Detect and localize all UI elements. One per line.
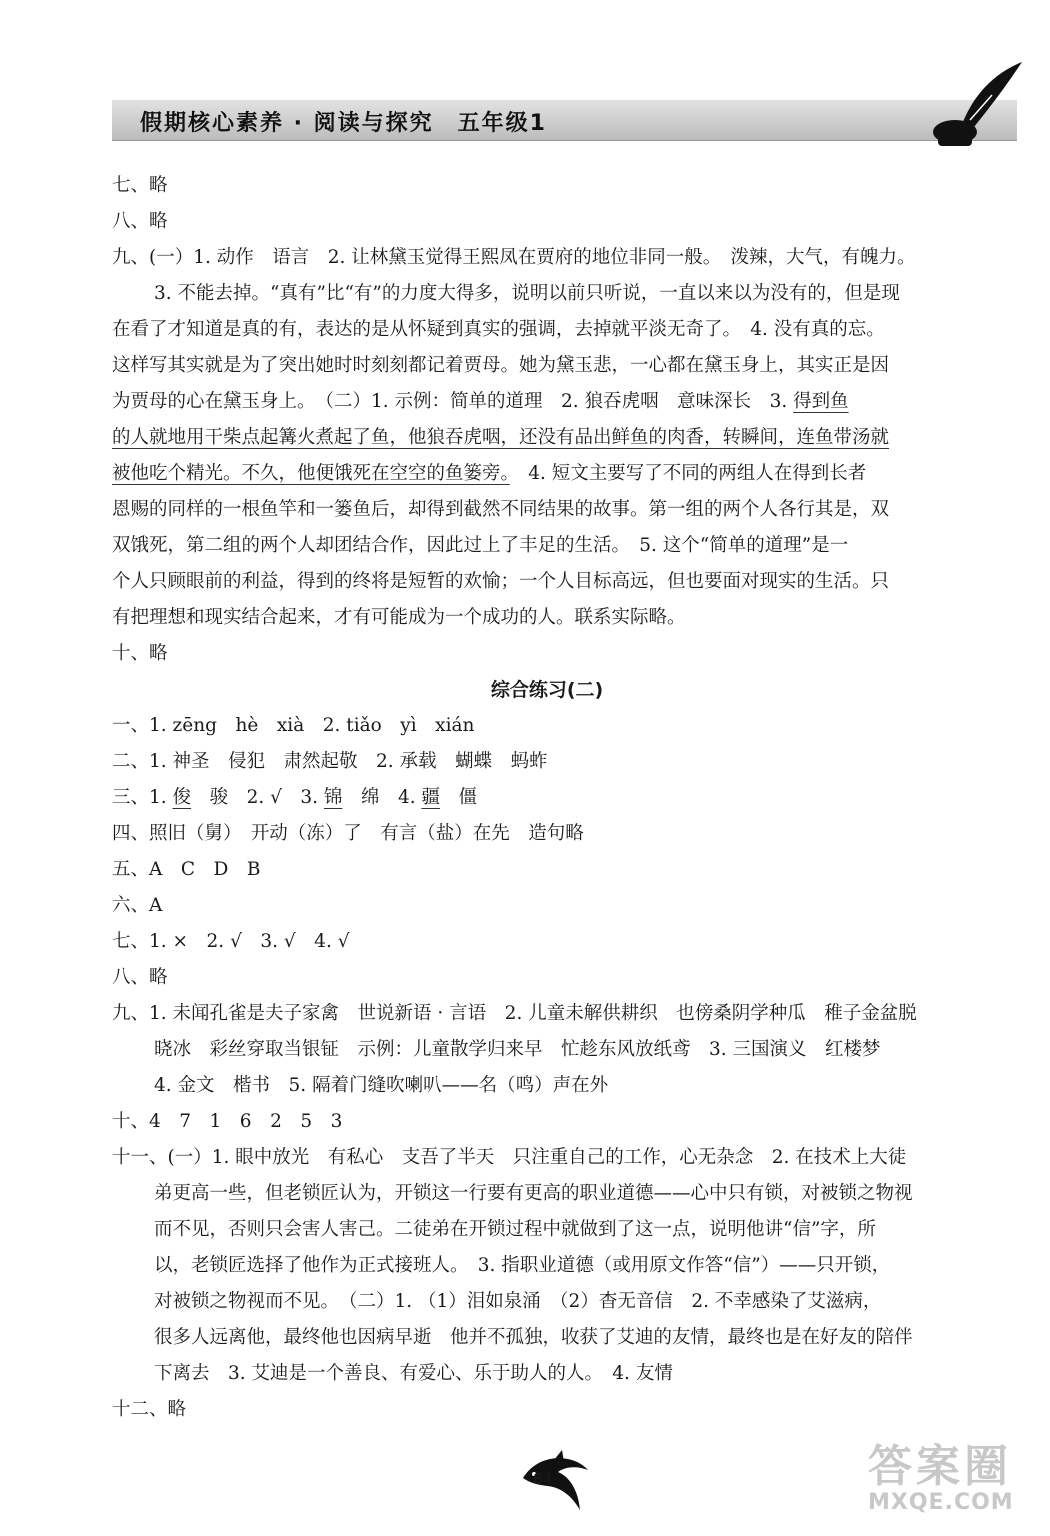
practice-line-1: 一、1. zēng hè xià 2. tiǎo yì xián [112, 715, 475, 736]
practice-line-11-cont-4: 对被锁之物视而不见。 （二）1. （1）泪如泉涌 （2）杳无音信 2. 不幸感染了艾滋病， [154, 1291, 882, 1312]
practice-line-6: 六、A [112, 895, 163, 916]
page-number: 84 [533, 1470, 553, 1488]
answer-page [112, 168, 982, 1428]
underlined-text: 得到鱼 [793, 391, 849, 412]
practice-line-8: 八、略 [112, 967, 168, 988]
underlined-text: 的人就地用干柴点起篝火煮起了鱼，他狼吞虎咽，还没有品出鲜鱼的肉香，转瞬间，连鱼带汤就 [112, 427, 890, 448]
header-title: 假期核心素养 · 阅读与探究 五年级1 [140, 111, 547, 136]
answer-line-9-cont-10: 有把理想和现实结合起来，才有可能成为一个成功的人。联系实际略。 [112, 607, 686, 628]
practice-line-11-cont-2: 而不见，否则只会害人害己。二徒弟在开锁过程中就做到了这一点，说明他讲“信”字，所 [154, 1219, 876, 1240]
practice-line-3 [112, 780, 982, 816]
practice-line-2: 二、1. 神圣 侵犯 肃然起敬 2. 承载 蝴蝶 蚂蚱 [112, 751, 548, 772]
answer-line-9-cont-7: 恩赐的同样的一根鱼竿和一篓鱼后，却得到截然不同结果的故事。第一组的两个人各行其是，双 [112, 499, 890, 520]
text-segment: 为贾母的心在黛玉身上。 （二）1. 示例：简单的道理 2. 狼吞虎咽 意味深长 3. [112, 391, 794, 412]
dolphin-icon [518, 1448, 598, 1518]
practice-line-11-cont-1: 弟更高一些，但老锁匠认为，开锁这一行要有更高的职业道德——心中只有锁，对被锁之物视 [154, 1183, 913, 1204]
underlined-char: 疆 [421, 787, 440, 808]
answer-line-9-cont-8: 双饿死，第二组的两个人却团结合作，因此过上了丰足的生活。 5. 这个“简单的道理”是一 [112, 535, 849, 556]
quill-ink-icon [930, 60, 1025, 150]
text-segment: 骏 2. √ 3. [191, 787, 324, 808]
practice-line-11-cont-5: 很多人远离他，最终他也因病早逝 他并不孤独，收获了艾迪的友情，最终也是在好友的陪伴 [154, 1327, 913, 1348]
answer-line-9-cont-5 [112, 420, 982, 456]
watermark-logo [868, 1430, 1038, 1530]
answer-line-9-cont-3: 这样写其实就是为了突出她时时刻刻都记着贾母。她为黛玉悲，一心都在黛玉身上，其实正是因 [112, 355, 890, 376]
answer-line-10: 十、略 [112, 643, 168, 664]
section-title: 综合练习(二) [490, 679, 604, 701]
underlined-text: 被他吃个精光。不久，他便饿死在空空的鱼篓旁。 [112, 463, 510, 484]
practice-line-11: 十一、(一）1. 眼中放光 有私心 支吾了半天 只注重自己的工作，心无杂念 2. 在技术上大徒 [112, 1147, 907, 1168]
practice-line-9-cont-1: 晓冰 彩丝穿取当银钲 示例：儿童散学归来早 忙趁东风放纸鸢 3. 三国演义 红楼梦 [154, 1039, 881, 1060]
practice-line-9-cont-2: 4. 金文 楷书 5. 隔着门缝吹喇叭——名（鸣）声在外 [154, 1075, 609, 1096]
practice-line-9: 九、1. 未闻孔雀是夫子家禽 世说新语 · 言语 2. 儿童未解供耕织 也傍桑阴学种瓜 稚子金盆脱 [112, 1003, 917, 1024]
text-segment: 僵 [440, 787, 478, 808]
underlined-char: 俊 [172, 787, 192, 808]
practice-line-4: 四、照旧（舅） 开动（冻）了 有言（盐）在先 造句略 [112, 823, 584, 844]
answer-line-9-cont-9: 个人只顾眼前的利益，得到的终将是短暂的欢愉；一个人目标高远，但也要面对现实的生活。只 [112, 571, 890, 592]
practice-line-11-cont-6: 下离去 3. 艾迪是一个善良、有爱心、乐于助人的人。 4. 友情 [154, 1363, 673, 1384]
text-segment: 绵 4. [342, 787, 422, 808]
answer-line-9-cont-1: 3. 不能去掉。“真有”比“有”的力度大得多，说明以前只听说，一直以来以为没有的，但是现 [154, 283, 900, 304]
practice-line-10: 十、4 7 1 6 2 5 3 [112, 1111, 343, 1132]
practice-line-7: 七、1. × 2. √ 3. √ 4. √ [112, 931, 350, 952]
answer-line-7: 七、略 [112, 175, 168, 196]
answer-line-9-cont-4 [112, 384, 982, 420]
page-header-band [112, 100, 1017, 141]
text-segment: 4. 短文主要写了不同的两组人在得到长者 [509, 463, 867, 484]
answer-line-9-cont-2: 在看了才知道是真的有，表达的是从怀疑到真实的强调，去掉就平淡无奇了。 4. 没有真的忘。 [112, 319, 885, 340]
answer-line-8: 八、略 [112, 211, 168, 232]
watermark-url: MXQE.COM [868, 1490, 1014, 1515]
answer-line-9: 九、(一）1. 动作 语言 2. 让林黛玉觉得王熙凤在贾府的地位非同一般。 泼辣，大气，有魄力。 [112, 247, 916, 268]
underlined-char: 锦 [323, 787, 343, 808]
practice-line-12: 十二、略 [112, 1399, 187, 1420]
practice-line-11-cont-3: 以，老锁匠选择了他作为正式接班人。 3. 指职业道德（或用原文作答“信”）——只开锁， [154, 1255, 891, 1276]
text-segment: 三、1. [112, 787, 173, 808]
practice-line-5: 五、A C D B [112, 859, 261, 880]
answer-line-9-cont-6 [112, 456, 982, 492]
watermark-text: 答案圈 [868, 1441, 1012, 1492]
